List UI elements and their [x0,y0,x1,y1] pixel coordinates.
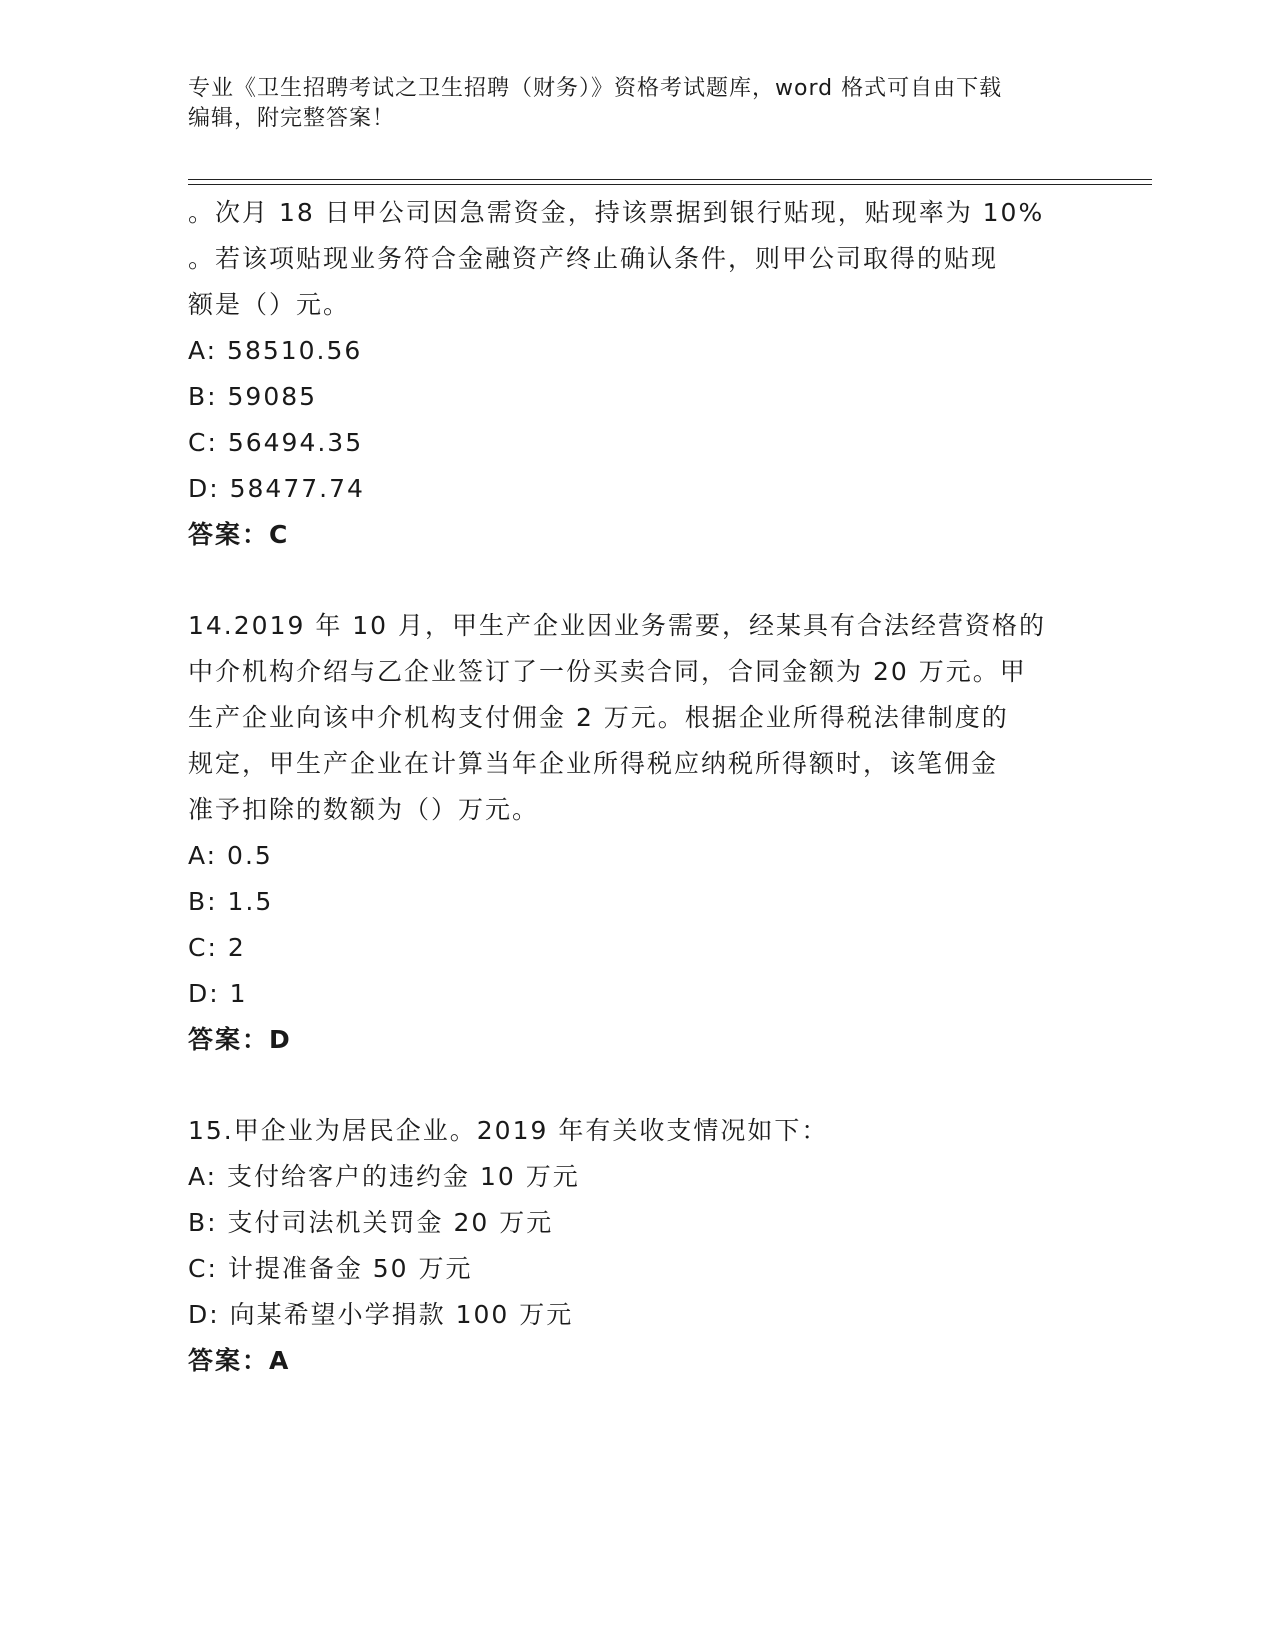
answer-label: 答案：C [188,520,290,549]
question-14 [188,603,1088,1063]
question-text-line: 规定，甲生产企业在计算当年企业所得税应纳税所得额时，该笔佣金 [188,749,999,778]
header-divider-bottom [188,184,1152,185]
answer-label: 答案：D [188,1025,292,1054]
option-d: D: 58477.74 [188,474,365,503]
option-a: A: 0.5 [188,841,273,870]
header-line-2: 编辑，附完整答案！ [188,106,396,131]
option-a: A: 58510.56 [188,336,363,365]
document-header [188,74,1068,134]
question-text-line: 中介机构介绍与乙企业签订了一份买卖合同，合同金额为 20 万元。甲 [188,657,1027,686]
question-text-line: 14.2019 年 10 月，甲生产企业因业务需要，经某具有合法经营资格的 [188,611,1047,640]
question-text-line: 。次月 18 日甲公司因急需资金，持该票据到银行贴现，贴现率为 10% [188,198,1045,227]
question-text-line: 。若该项贴现业务符合金融资产终止确认条件，则甲公司取得的贴现 [188,244,999,273]
answer-label: 答案：A [188,1346,291,1375]
option-d: D: 向某希望小学捐款 100 万元 [188,1300,574,1329]
question-13 [188,190,1088,558]
spacer [188,1063,1088,1108]
document-body [188,190,1088,1384]
spacer [188,558,1088,603]
header-divider-top [188,179,1152,180]
question-15 [188,1108,1088,1384]
header-line-1: 专业《卫生招聘考试之卫生招聘（财务）》资格考试题库，word 格式可自由下载 [188,76,1003,101]
option-b: B: 1.5 [188,887,274,916]
option-b: B: 59085 [188,382,318,411]
option-a: A: 支付给客户的违约金 10 万元 [188,1162,580,1191]
question-text-line: 15.甲企业为居民企业。2019 年有关收支情况如下： [188,1116,829,1145]
option-c: C: 计提准备金 50 万元 [188,1254,473,1283]
option-c: C: 2 [188,933,246,962]
option-b: B: 支付司法机关罚金 20 万元 [188,1208,554,1237]
option-c: C: 56494.35 [188,428,364,457]
question-text-line: 生产企业向该中介机构支付佣金 2 万元。根据企业所得税法律制度的 [188,703,1009,732]
question-text-line: 准予扣除的数额为（）万元。 [188,795,540,824]
question-text-line: 额是（）元。 [188,290,351,319]
option-d: D: 1 [188,979,248,1008]
